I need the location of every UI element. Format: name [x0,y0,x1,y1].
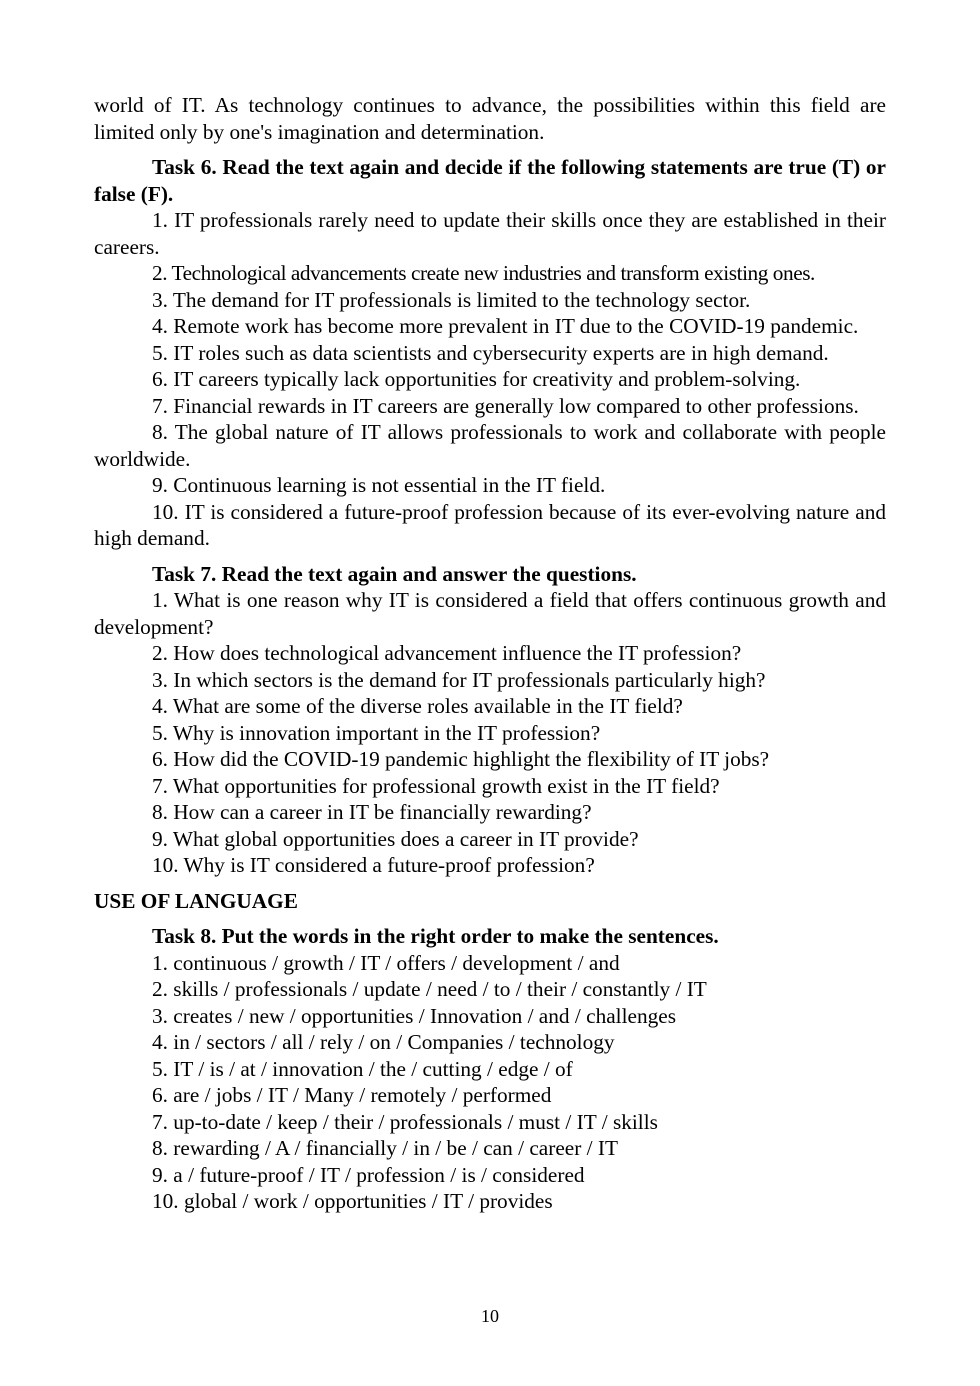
task7-item: 2. How does technological advancement influence the IT profession? [152,641,742,665]
task8-item: 1. continuous / growth / IT / offers / development / and [152,950,620,975]
task8-item: 8. rewarding / A / financially / in / be / can / career / IT [152,1136,618,1160]
intro-paragraph: world of IT. As technology continues to advance, the possibilities within this field are limited only by one's imagination and determination. [94,93,886,144]
task8-item: 2. skills / professionals / update / need / to / their / constantly / IT [152,977,707,1001]
task7-section [94,561,886,879]
document-page [94,92,886,1215]
task7-item: 7. What opportunities for professional growth exist in the IT field? [152,773,720,798]
page-number: 10 [481,1306,499,1326]
task6-item: 4. Remote work has become more prevalent in IT due to the COVID-19 pandemic. [152,314,859,338]
task6-item: 3. The demand for IT professionals is limited to the technology sector. [152,287,751,312]
task7-item: 8. How can a career in IT be financially rewarding? [152,800,592,824]
task8-item: 4. in / sectors / all / rely / on / Companies / technology [152,1030,615,1054]
task6-item: 6. IT careers typically lack opportunities for creativity and problem-solving. [152,367,801,391]
task8-item: 10. global / work / opportunities / IT / provides [152,1189,553,1213]
task7-item: 3. In which sectors is the demand for IT professionals particularly high? [152,667,766,692]
task8-item: 7. up-to-date / keep / their / professionals / must / IT / skills [152,1109,658,1134]
task7-item: 4. What are some of the diverse roles available in the IT field? [152,694,683,718]
task6-item: 1. IT professionals rarely need to update their skills once they are established in their careers. [94,208,886,259]
task7-item: 6. How did the COVID-19 pandemic highlight the flexibility of IT jobs? [152,747,770,771]
task8-section [94,923,886,1215]
task6-item: 2. Technological advancements create new industries and transform existing ones. [152,261,815,285]
section-heading-use-of-language: USE OF LANGUAGE [94,888,298,913]
task8-item: 9. a / future-proof / IT / profession / is / considered [152,1162,585,1187]
task7-item: 1. What is one reason why IT is considered a field that offers continuous growth and development? [94,588,886,639]
task6-item: 7. Financial rewards in IT careers are generally low compared to other professions. [152,393,859,418]
task6-item: 8. The global nature of IT allows professionals to work and collaborate with people worldwide. [94,420,886,471]
task8-item: 3. creates / new / opportunities / Innovation / and / challenges [152,1003,676,1028]
task6-item: 9. Continuous learning is not essential in the IT field. [152,473,606,497]
task7-heading: Task 7. Read the text again and answer the questions. [152,561,637,586]
task6-heading: Task 6. Read the text again and decide if the following statements are true (T) or false (F). [94,155,886,206]
task6-section [94,154,886,552]
task6-item: 5. IT roles such as data scientists and cybersecurity experts are in high demand. [152,340,829,365]
task8-heading: Task 8. Put the words in the right order to make the sentences. [152,924,719,948]
task7-item: 10. Why is IT considered a future-proof profession? [152,853,595,877]
task8-item: 6. are / jobs / IT / Many / remotely / performed [152,1083,552,1107]
task8-item: 5. IT / is / at / innovation / the / cutting / edge / of [152,1056,573,1081]
task7-item: 5. Why is innovation important in the IT profession? [152,720,601,745]
task7-item: 9. What global opportunities does a career in IT provide? [152,826,639,851]
task6-item: 10. IT is considered a future-proof profession because of its ever-evolving nature and high demand. [94,499,886,550]
